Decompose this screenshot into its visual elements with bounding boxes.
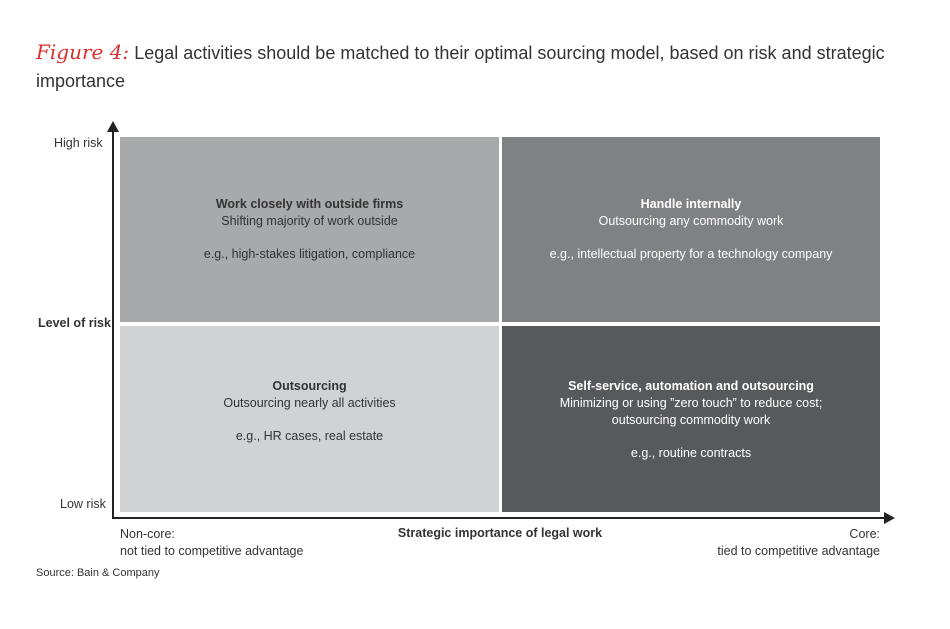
x-right-label-line2: tied to competitive advantage	[717, 544, 880, 558]
quadrant-example: e.g., high-stakes litigation, compliance	[203, 247, 416, 261]
quadrant-heading: Self-service, automation and outsourcing	[568, 379, 814, 393]
x-axis-title: Strategic importance of legal work	[397, 526, 603, 540]
quadrant-top-left	[120, 137, 499, 322]
quadrant-heading: Handle internally	[640, 197, 742, 211]
quadrant-top-right	[502, 137, 880, 322]
quadrant-example: e.g., routine contracts	[630, 446, 752, 460]
quadrant-description: Minimizing or using ”zero touch” to reduce cost;	[559, 396, 823, 410]
quadrant-bottom-left	[120, 326, 499, 512]
y-low-label: Low risk	[60, 497, 106, 511]
quadrant-example: e.g., intellectual property for a technology company	[549, 247, 833, 261]
figure-title-text: Legal activities should be matched to their optimal sourcing model, based on risk and strategic importance	[36, 43, 885, 91]
y-high-label: High risk	[54, 136, 103, 150]
figure-label: Figure 4:	[36, 40, 130, 64]
quadrant-example: e.g., HR cases, real estate	[235, 429, 384, 443]
quadrant-heading: Work closely with outside firms	[215, 197, 404, 211]
source-note: Source: Bain & Company	[36, 567, 160, 579]
y-axis-line	[112, 128, 114, 519]
x-left-label	[120, 526, 303, 560]
quadrant-bottom-right	[502, 326, 880, 512]
x-right-label-line1: Core:	[849, 527, 880, 541]
y-axis-arrow-icon	[107, 121, 119, 132]
quadrant-description: Shifting majority of work outside	[221, 214, 398, 228]
x-left-label-line2: not tied to competitive advantage	[120, 544, 304, 558]
x-right-label	[680, 526, 880, 560]
y-axis-title: Level of risk	[38, 316, 111, 330]
quadrant-description-2: outsourcing commodity work	[611, 413, 771, 427]
x-axis-line	[112, 517, 886, 519]
x-axis-arrow-icon	[884, 512, 895, 524]
x-left-label-line1: Non-core:	[120, 527, 175, 541]
quadrant-heading: Outsourcing	[272, 379, 347, 393]
figure-title	[36, 38, 916, 95]
quadrant-description: Outsourcing nearly all activities	[223, 396, 396, 410]
quadrant-description: Outsourcing any commodity work	[598, 214, 784, 228]
